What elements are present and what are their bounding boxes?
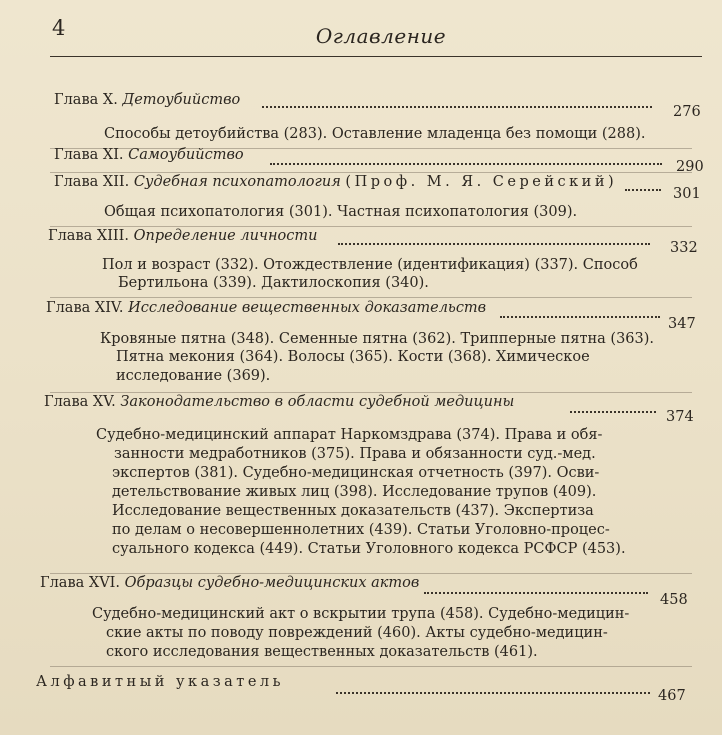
subsection-line: ские акты по поводу повреждений (460). Акты судебно-медицин- (106, 625, 608, 641)
subsection-line: Пол и возраст (332). Отождествление (идентификация) (337). Способ (102, 257, 638, 273)
subsection-line: исследование (369). (116, 368, 271, 384)
section-divider (50, 226, 692, 227)
section-divider (50, 392, 692, 393)
page-ref: 467 (658, 688, 686, 704)
subsection-line: по делам о несовершеннолетних (439). Статьи Уголовно-процес- (112, 522, 610, 538)
section-divider (50, 297, 692, 298)
subsection-line: детельствование живых лиц (398). Исследование трупов (409). (112, 484, 597, 500)
toc-entry-index (36, 674, 284, 690)
chapter-author: (Проф. М. Я. Серейский) (345, 174, 618, 190)
page-ref: 458 (660, 592, 688, 608)
page-ref: 347 (668, 316, 696, 332)
dot-leader (625, 187, 661, 191)
page-ref: 276 (673, 104, 701, 120)
dot-leader (262, 104, 652, 108)
chapter-label: Глава XIII. (48, 228, 129, 244)
chapter-label: Глава XI. (54, 147, 124, 163)
subsection-line: Судебно-медицинский аппарат Наркомздрава (374). Права и обя- (96, 427, 603, 443)
page-title: Оглавление (315, 24, 447, 48)
index-label: Алфавитный указатель (36, 674, 285, 690)
subsection-line: суального кодекса (449). Статьи Уголовного кодекса РСФСР (453). (112, 541, 626, 557)
chapter-label: Глава XV. (44, 394, 116, 410)
page-ref: 301 (673, 186, 701, 202)
toc-entry-chapter-16 (40, 575, 419, 591)
page-ref: 374 (666, 409, 694, 425)
chapter-title: Определение личности (133, 228, 318, 244)
dot-leader (338, 241, 650, 245)
chapter-label: Глава XIV. (46, 300, 124, 316)
toc-entry-chapter-10 (54, 92, 240, 108)
subsection-line: занности медработников (375). Права и обязанности суд.-мед. (114, 446, 596, 462)
section-divider (50, 172, 692, 173)
page-number: 4 (52, 16, 66, 40)
chapter-label: Глава XII. (54, 174, 130, 190)
section-divider (50, 666, 692, 667)
chapter-title: Самоубийство (128, 147, 244, 163)
subsection-line: экспертов (381). Судебно-медицинская отчетность (397). Осви- (112, 465, 600, 481)
chapter-title: Детоубийство (122, 92, 241, 108)
toc-entry-chapter-14 (46, 300, 486, 316)
section-divider (50, 573, 692, 574)
chapter-label: Глава X. (54, 92, 118, 108)
dot-leader (270, 161, 662, 165)
dot-leader (424, 590, 648, 594)
toc-entry-chapter-13 (48, 228, 317, 244)
dot-leader (500, 314, 660, 318)
toc-entry-chapter-11 (54, 147, 244, 163)
dot-leader (336, 690, 650, 694)
subsection-line: Способы детоубийства (283). Оставление младенца без помощи (288). (104, 126, 646, 142)
subsection-line: Исследование вещественных доказательств (437). Экспертиза (112, 503, 594, 519)
dot-leader (570, 409, 656, 413)
chapter-title: Исследование вещественных доказательств (128, 300, 487, 316)
chapter-title: Законодательство в области судебной медицины (120, 394, 515, 410)
subsection-line: ского исследования вещественных доказательств (461). (106, 644, 538, 660)
subsection-line: Судебно-медицинский акт о вскрытии трупа (458). Судебно-медицин- (92, 606, 630, 622)
subsection-line: Бертильона (339). Дактилоскопия (340). (118, 275, 429, 291)
chapter-title: Судебная психопатология (133, 174, 341, 190)
chapter-label: Глава XVI. (40, 575, 121, 591)
toc-entry-chapter-15 (44, 394, 514, 410)
chapter-title: Образцы судебно-медицинских актов (124, 575, 420, 591)
subsection-line: Общая психопатология (301). Частная психопатология (309). (104, 204, 578, 220)
page-ref: 290 (676, 159, 704, 175)
subsection-line: Пятна мекония (364). Волосы (365). Кости (368). Химическое (116, 349, 590, 365)
page-ref: 332 (670, 240, 698, 256)
subsection-line: Кровяные пятна (348). Семенные пятна (362). Трипперные пятна (363). (100, 331, 655, 347)
toc-entry-chapter-12 (54, 174, 617, 190)
